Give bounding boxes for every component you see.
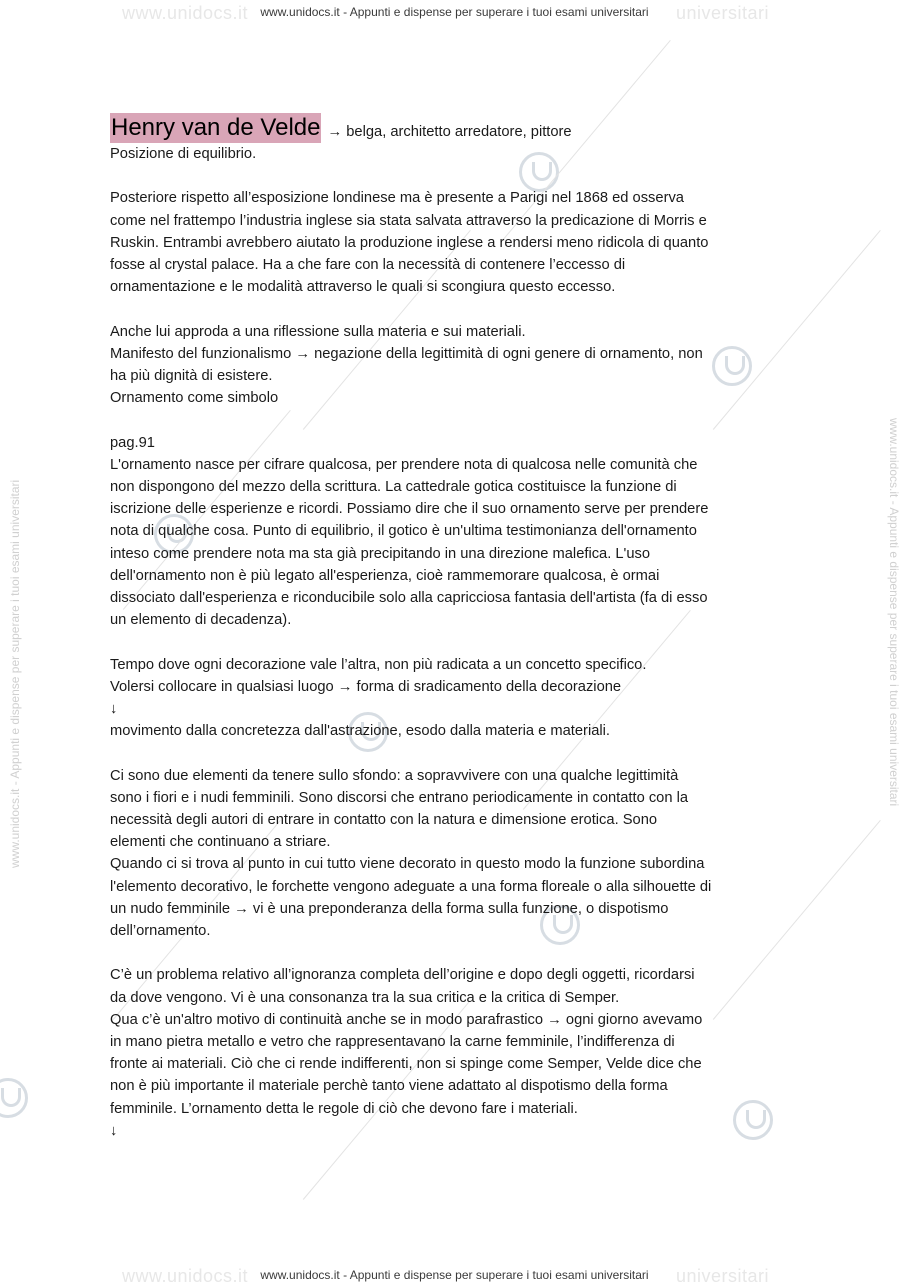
text-line: pag.91 bbox=[110, 434, 155, 451]
footer-watermark-right: universitari bbox=[676, 1266, 770, 1286]
text-line: dell'ornamento non è più legato all'esperienza, cioè rammemorare qualcosa, è ormai bbox=[110, 567, 660, 584]
text-line: Posteriore rispetto all’esposizione londinese ma è presente a Parigi nel 1868 ed osserva bbox=[110, 190, 684, 207]
text-line: Manifesto del funzionalismo → negazione della legittimità di ogni genere di ornamento, non bbox=[110, 345, 703, 362]
text-line: iscrizione delle esperienze e ricordi. Possiamo dire che il suo ornamento serve per prendere bbox=[110, 501, 709, 518]
text-line: Tempo dove ogni decorazione vale l’altra, non più radicata a un concetto specifico. bbox=[110, 656, 647, 673]
paragraph bbox=[110, 964, 810, 1142]
footer-watermark-left: www.unidocs.it bbox=[122, 1266, 249, 1286]
text-line: C’è un problema relativo all’ignoranza completa dell’origine e dopo degli oggetti, ricordarsi bbox=[110, 967, 695, 984]
text-line: dell’ornamento. bbox=[110, 923, 211, 940]
page-header: www.unidocs.it - Appunti e dispense per superare i tuoi esami universitari bbox=[260, 5, 649, 19]
paragraph bbox=[110, 654, 810, 743]
text-line: Volersi collocare in qualsiasi luogo → forma di sradicamento della decorazione bbox=[110, 678, 622, 695]
text-line: un nudo femminile → vi è una preponderanza della forma sulla funzione, o dispotismo bbox=[110, 900, 669, 917]
text-line: da dove vengono. Vi è una consonanza tra la sua critica e la critica di Semper. bbox=[110, 989, 620, 1006]
text-line: Quando ci si trova al punto in cui tutto viene decorato in questo modo la funzione subordina bbox=[110, 856, 705, 873]
text-line: sono i fiori e i nudi femminili. Sono discorsi che entrano periodicamente in contatto con la bbox=[110, 789, 689, 806]
text-line: non dispongono del mezzo della scrittura. La cattedrale gotica costituisce la funzione di bbox=[110, 479, 677, 495]
text-line: Ci sono due elementi da tenere sullo sfondo: a sopravvivere con una qualche legittimità bbox=[110, 767, 679, 784]
text-line: ha più dignità di esistere. bbox=[110, 368, 273, 384]
text-line: elementi che continuano a striare. bbox=[110, 834, 331, 851]
text-line: ↓ bbox=[110, 1122, 118, 1139]
text-line: Qua c’è un'altro motivo di continuità anche se in modo parafrastico → ogni giorno avevamo bbox=[110, 1011, 703, 1028]
text-line: Ruskin. Entrambi avrebbero aiutato la produzione inglese a rendersi meno ridicola di quanto bbox=[110, 234, 709, 251]
document-body bbox=[110, 110, 810, 1142]
text-line: fronte ai materiali. Ciò che ci rende indifferenti, non si spinge come Semper, Velde dice che bbox=[110, 1056, 702, 1073]
paragraph bbox=[110, 143, 810, 165]
header-watermark-right: universitari bbox=[676, 3, 770, 23]
paragraph bbox=[110, 187, 810, 298]
paragraph bbox=[110, 321, 810, 410]
text-line: inteso come prendere nota ma sta già precipitando in una direzione malefica. L'uso bbox=[110, 545, 651, 562]
side-watermark-left: www.unidocs.it - Appunti e dispense per superare i tuoi esami universitari bbox=[8, 479, 22, 868]
text-line: movimento dalla concretezza dall'astrazione, esodo dalla materia e materiali. bbox=[110, 723, 610, 740]
text-line: Posizione di equilibrio. bbox=[110, 146, 257, 162]
text-line: in mano pietra metallo e vetro che rappresentavano la carne femminile, l’indifferenza di bbox=[110, 1034, 675, 1051]
text-line: L'ornamento nasce per cifrare qualcosa, per prendere nota di qualcosa nelle comunità che bbox=[110, 456, 698, 473]
text-line: dissociato dall'esperienza e riconducibile solo alla capricciosa fantasia dell'artista (fa di esso bbox=[110, 590, 708, 607]
text-line: non è più importante il materiale perchè tanto viene adattato al dispotismo della forma bbox=[110, 1078, 668, 1095]
title-subtitle: → belga, architetto arredatore, pittore bbox=[327, 124, 572, 140]
unidocs-logo-icon bbox=[0, 1078, 28, 1118]
text-line: ↓ bbox=[110, 701, 118, 718]
page-footer: www.unidocs.it - Appunti e dispense per superare i tuoi esami universitari bbox=[260, 1268, 649, 1282]
page-title: Henry van de Velde bbox=[111, 114, 321, 141]
text-line: un elemento di decadenza). bbox=[110, 612, 292, 629]
text-line: fosse al crystal palace. Ha a che fare con la necessità di contenere l’eccesso di bbox=[110, 257, 626, 273]
header-watermark-left: www.unidocs.it bbox=[122, 3, 249, 23]
text-line: Anche lui approda a una riflessione sulla materia e sui materiali. bbox=[110, 323, 526, 340]
text-line: come nel frattempo l’industria inglese sia stata salvata attraverso la predicazione di Morris e bbox=[110, 212, 707, 229]
paragraph bbox=[110, 765, 810, 943]
paragraph bbox=[110, 432, 810, 632]
text-line: ornamentazione e le modalità attraverso le quali si scongiura questo eccesso. bbox=[110, 279, 616, 296]
title-line bbox=[110, 110, 810, 143]
text-line: necessità degli autori di entrare in contatto con la natura e dimensione erotica. Sono bbox=[110, 812, 658, 829]
text-line: Ornamento come simbolo bbox=[110, 390, 279, 407]
text-line: l'elemento decorativo, le forchette vengono adeguate a una forma floreale o alla silhouette di bbox=[110, 878, 712, 895]
paragraphs bbox=[110, 143, 810, 1142]
text-line: femminile. L’ornamento detta le regole di ciò che devono fare i materiali. bbox=[110, 1100, 578, 1117]
side-watermark-right: www.unidocs.it - Appunti e dispense per superare i tuoi esami universitari bbox=[887, 418, 901, 807]
text-line: nota di qualche cosa. Punto di equilibrio, il gotico è un'ultima testimonianza dell'ornamento bbox=[110, 523, 697, 540]
